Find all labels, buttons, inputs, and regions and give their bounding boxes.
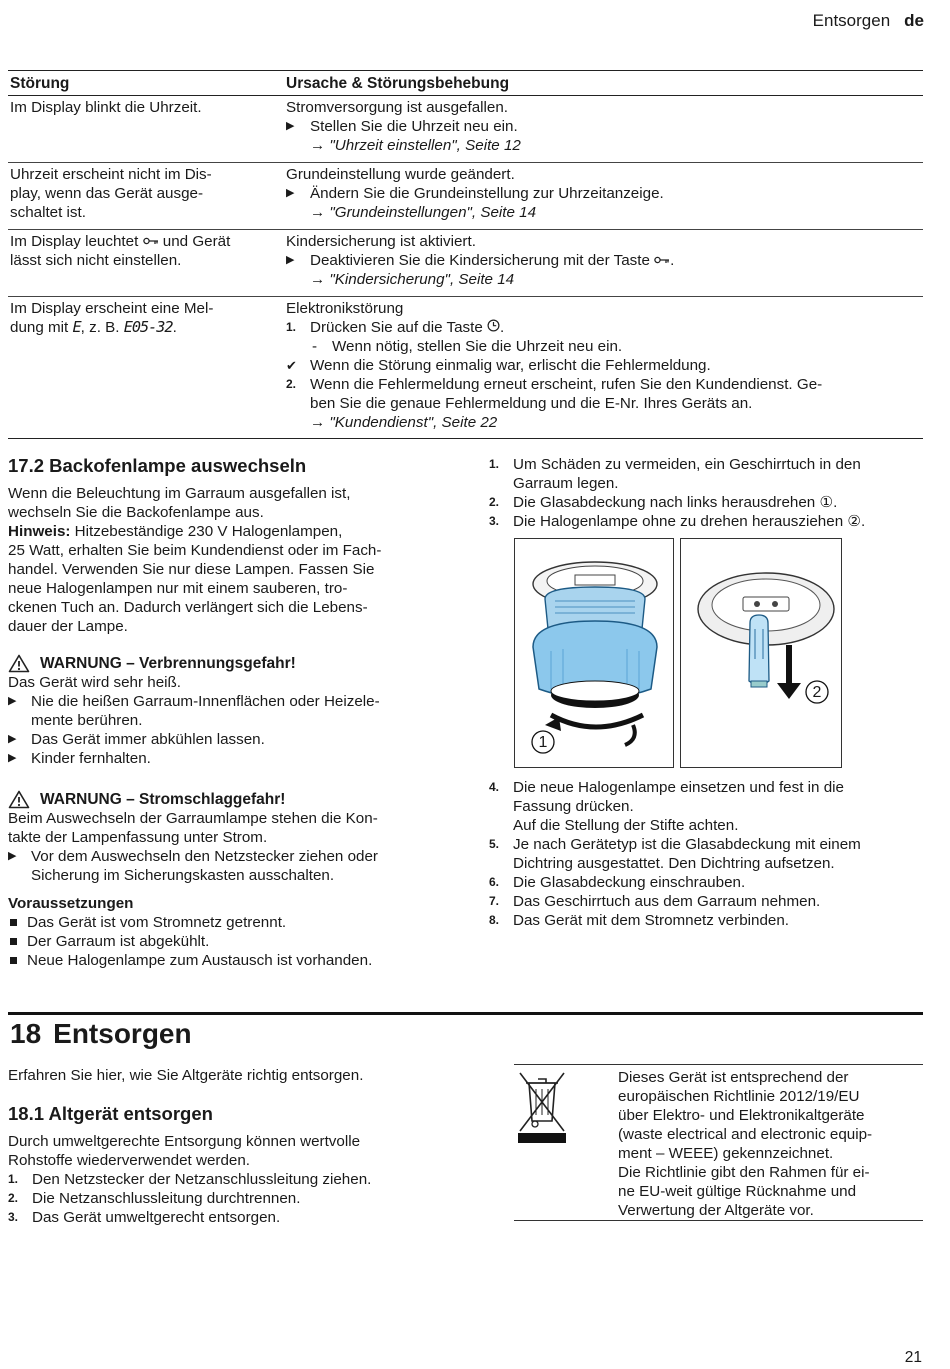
figure-callout: 2 [812, 684, 822, 701]
list-item: ▶ Kinder fernhalten. [8, 750, 151, 767]
cause-text: Stromversorgung ist ausgefallen. [286, 99, 509, 116]
warning-shock-title: WARNUNG – Stromschlaggefahr! [8, 790, 448, 809]
table-row [8, 297, 923, 439]
section-title: 17.2 Backofenlampe auswechseln [8, 455, 307, 476]
list-item: Neue Halogenlampe zum Austausch ist vorhanden. [8, 951, 448, 970]
header-lang: de [904, 11, 924, 30]
fault-table [8, 70, 923, 439]
table-row [8, 96, 923, 163]
lamp-section-left [8, 455, 448, 970]
display-code: E [72, 318, 81, 336]
weee-box [514, 1064, 923, 1221]
action-item: ▶ Ändern Sie die Grundeinstellung zur Uhrzeitanzeige. [286, 185, 664, 202]
step-item: 2. Die Netzanschlussleitung durchtrennen. [8, 1190, 301, 1207]
chapter-intro: Erfahren Sie hier, wie Sie Altgeräte richtig entsorgen. [8, 1067, 364, 1084]
page-reference: → "Uhrzeit einstellen", Seite 12 [310, 137, 521, 154]
step-item: 7. Das Geschirrtuch aus dem Garraum nehmen. [489, 893, 821, 910]
action-item: ▶ Stellen Sie die Uhrzeit neu ein. [286, 118, 518, 135]
step-item: 1. Den Netzstecker der Netzanschlussleitung ziehen. [8, 1171, 372, 1188]
table-row [8, 230, 923, 297]
weee-bin-icon [516, 1069, 568, 1145]
key-lock-icon [143, 236, 159, 246]
fault-text: Uhrzeit erscheint nicht im Dis- play, wenn das Gerät ausge- schaltet ist. [10, 166, 212, 221]
step-item: 5. Je nach Gerätetyp ist die Glasabdeckung mit einem Dichtring ausgestattet. Den Dichtring aufsetzen. [489, 836, 861, 872]
step-item: 4. Die neue Halogenlampe einsetzen und fest in die Fassung drücken. Auf die Stellung der Stifte achten. [489, 779, 844, 834]
hint-paragraph: Hinweis: Hitzebeständige 230 V Halogenlampen, 25 Watt, erhalten Sie beim Kundendienst oder im Fach- handel. Verwenden Sie nur diese Lampen. Fassen Sie neue Halogenlampen nur mit einem sauberen, tro- ckenen Tuch an. Dadurch verlängert sich die Lebens- dauer der Lampe. [8, 523, 382, 635]
key-lock-icon [654, 255, 670, 265]
list-item: ▶ Das Gerät immer abkühlen lassen. [8, 731, 265, 748]
warning-burn-text: Das Gerät wird sehr heiß. [8, 674, 182, 691]
step-item: 2. Wenn die Fehlermeldung erneut erscheint, rufen Sie den Kundendienst. Ge- ben Sie die genaue Fehlermeldung und die E-Nr. Ihres Geräts an. [286, 376, 823, 412]
action-item: ▶ Deaktivieren Sie die Kindersicherung mit der Taste . [286, 252, 675, 269]
section-intro: Durch umweltgerechte Entsorgung können wertvolle Rohstoffe wiederverwendet werden. [8, 1133, 361, 1169]
clock-icon [487, 319, 500, 332]
chapter-rule [8, 1012, 923, 1015]
list-item: Der Garraum ist abgekühlt. [8, 932, 448, 951]
cause-text: Elektronikstörung [286, 300, 404, 317]
fault-text: Im Display leuchtet und Gerät lässt sich nicht einstellen. [10, 233, 231, 269]
intro-paragraph: Wenn die Beleuchtung im Garraum ausgefallen ist, wechseln Sie die Backofenlampe aus. [8, 485, 351, 521]
fault-text: Im Display erscheint eine Mel- dung mit E, z. B. E05-32. [10, 300, 214, 336]
sub-step: - Wenn nötig, stellen Sie die Uhrzeit neu ein. [312, 338, 623, 355]
col-fault-header: Störung [10, 74, 70, 92]
warning-triangle-icon [8, 790, 30, 809]
chapter-title: 18 Entsorgen [10, 1018, 192, 1049]
step-item: 1. Drücken Sie auf die Taste . [286, 319, 505, 336]
result-item: ✔ Wenn die Störung einmalig war, erlischt die Fehlermeldung. [286, 357, 711, 374]
lamp-steps-bottom [489, 778, 924, 930]
warning-triangle-icon [8, 654, 30, 673]
header-section: Entsorgen [812, 11, 891, 30]
lamp-steps-top [489, 455, 924, 531]
disposal-left [8, 1066, 448, 1227]
table-row [8, 163, 923, 230]
list-item: ▶ Nie die heißen Garraum-Innenflächen oder Heizele- mente berühren. [8, 693, 380, 729]
step-item: 1. Um Schäden zu vermeiden, ein Geschirrtuch in den Garraum legen. [489, 456, 861, 492]
weee-text: Dieses Gerät ist entsprechend der europäischen Richtlinie 2012/19/EU über Elektro- und Elektronikaltgeräte (waste electrical and electronic equip- ment – WEEE) gekennzeichnet. Die Richtlinie gibt den Rahmen für ei- ne EU-weit gültige Rücknahme und Verwertung der Altgeräte vor. [618, 1069, 873, 1219]
warning-burn-title: WARNUNG – Verbrennungsgefahr! [8, 654, 448, 673]
page-reference: → "Grundeinstellungen", Seite 14 [310, 204, 537, 221]
prerequisites-title: Voraussetzungen [8, 895, 134, 912]
halogen-lamp-figure [680, 538, 842, 768]
table-header [8, 71, 923, 96]
step-item: 3. Das Gerät umweltgerecht entsorgen. [8, 1209, 281, 1226]
step-item: 6. Die Glasabdeckung einschrauben. [489, 874, 746, 891]
cause-text: Grundeinstellung wurde geändert. [286, 166, 515, 183]
section-title: 18.1 Altgerät entsorgen [8, 1103, 213, 1124]
step-item: 2. Die Glasabdeckung nach links herausdrehen ①. [489, 494, 838, 511]
list-item: Das Gerät ist vom Stromnetz getrennt. [8, 913, 448, 932]
list-item: ▶ Vor dem Auswechseln den Netzstecker ziehen oder Sicherung im Sicherungskasten ausschalten. [8, 848, 378, 884]
step-item: 8. Das Gerät mit dem Stromnetz verbinden. [489, 912, 790, 929]
display-code: E05-32 [123, 318, 173, 336]
col-cause-header: Ursache & Störungsbehebung [286, 74, 510, 92]
page-reference: → "Kundendienst", Seite 22 [310, 414, 498, 431]
lamp-cover-figure [514, 538, 674, 768]
warning-shock-text: Beim Auswechseln der Garraumlampe stehen die Kon- takte der Lampenfassung unter Strom. [8, 810, 378, 846]
cause-text: Kindersicherung ist aktiviert. [286, 233, 476, 250]
fault-text: Im Display blinkt die Uhrzeit. [10, 99, 202, 116]
running-header [813, 11, 924, 30]
page-reference: → "Kindersicherung", Seite 14 [310, 271, 515, 288]
figure-callout: 1 [538, 734, 548, 751]
step-item: 3. Die Halogenlampe ohne zu drehen herausziehen ②. [489, 513, 866, 530]
halogen-lamp-illustration [681, 539, 841, 767]
page-number: 21 [904, 1349, 922, 1366]
